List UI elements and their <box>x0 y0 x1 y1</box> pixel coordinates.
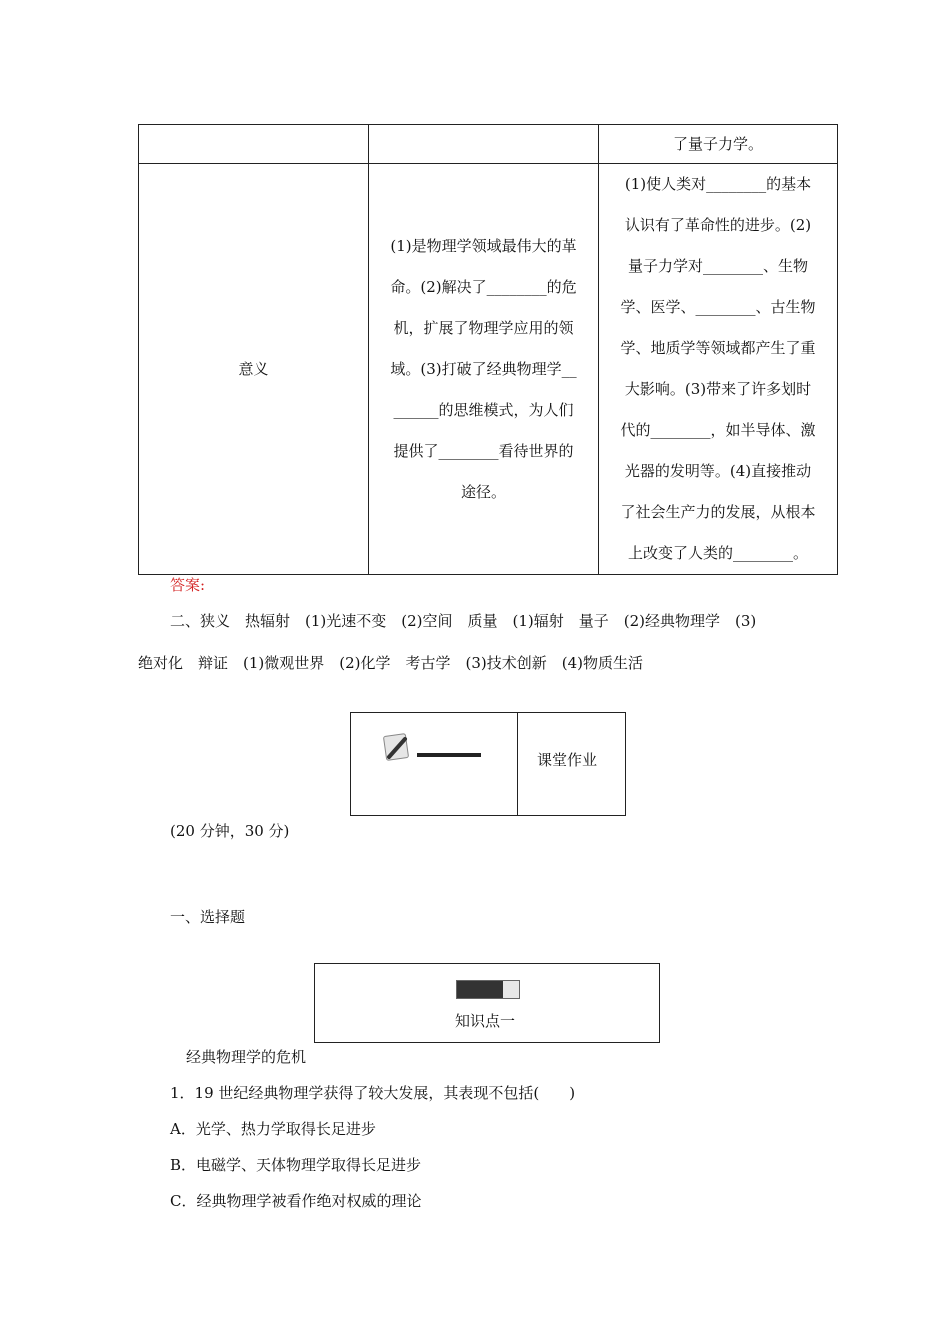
relativity-meaning-line: ______的思维模式，为人们 <box>393 400 574 419</box>
quantum-meaning-line: 大影响。(3)带来了许多划时 <box>624 380 812 398</box>
question-stem: 1．19 世纪经典物理学获得了较大发展，其表现不包括( ) <box>170 1084 576 1102</box>
quantum-meaning-line: 量子力学对________、生物 <box>627 257 808 275</box>
table-cell-quantum <box>599 164 838 575</box>
topic-title: 经典物理学的危机 <box>186 1048 307 1066</box>
knowledge-point-label: 知识点一 <box>455 1012 516 1030</box>
quantum-meaning-line: (1)使人类对________的基本 <box>624 175 812 193</box>
time-note: (20 分钟，30 分) <box>170 822 290 840</box>
relativity-meaning-line: 途径。 <box>460 482 506 501</box>
table-cell-relativity <box>369 164 599 575</box>
relativity-meaning-line: 提供了________看待世界的 <box>393 441 574 460</box>
label-bar-icon <box>456 980 520 999</box>
quantum-meaning-line: 上改变了人类的________。 <box>627 544 808 562</box>
option-c: C．经典物理学被看作绝对权威的理论 <box>170 1192 422 1210</box>
homework-divider <box>517 713 518 815</box>
quantum-meaning-line: 代的________，如半导体、激 <box>620 421 816 439</box>
meaning-table <box>138 124 838 575</box>
homework-title: 课堂作业 <box>537 751 598 769</box>
quantum-meaning-line: 光器的发明等。(4)直接推动 <box>624 462 812 480</box>
quantum-meaning-line: 了社会生产力的发展，从根本 <box>620 503 816 521</box>
section-title: 一、选择题 <box>170 908 246 926</box>
relativity-meaning-line: 机，扩展了物理学应用的领 <box>393 318 574 337</box>
table-cell-row1-col3: 了量子力学。 <box>599 125 838 164</box>
option-b: B．电磁学、天体物理学取得长足进步 <box>170 1156 422 1174</box>
quantum-meaning-line: 学、医学、________、古生物 <box>620 298 816 316</box>
pencil-paper-icon <box>383 731 483 769</box>
table-cell-empty-2 <box>369 125 599 164</box>
knowledge-point-box <box>314 963 660 1043</box>
answer-line-1: 二、狭义 热辐射 (1)光速不变 (2)空间 质量 (1)辐射 量子 (2)经典物理学 (3) <box>170 612 757 630</box>
option-a: A．光学、热力学取得长足进步 <box>170 1120 376 1138</box>
quantum-meaning-line: 认识有了革命性的进步。(2) <box>624 216 812 234</box>
answer-label: 答案: <box>170 576 206 594</box>
relativity-meaning-line: 域。(3)打破了经典物理学__ <box>390 359 577 378</box>
table-cell-empty-1 <box>139 125 369 164</box>
table-cell-meaning-label: 意义 <box>139 164 369 575</box>
homework-box <box>350 712 626 816</box>
relativity-meaning-line: (1)是物理学领域最伟大的革 <box>390 236 577 255</box>
relativity-meaning-line: 命。(2)解决了________的危 <box>390 277 577 296</box>
answer-line-2: 绝对化 辩证 (1)微观世界 (2)化学 考古学 (3)技术创新 (4)物质生活 <box>138 654 643 672</box>
quantum-meaning-line: 学、地质学等领域都产生了重 <box>620 339 816 357</box>
